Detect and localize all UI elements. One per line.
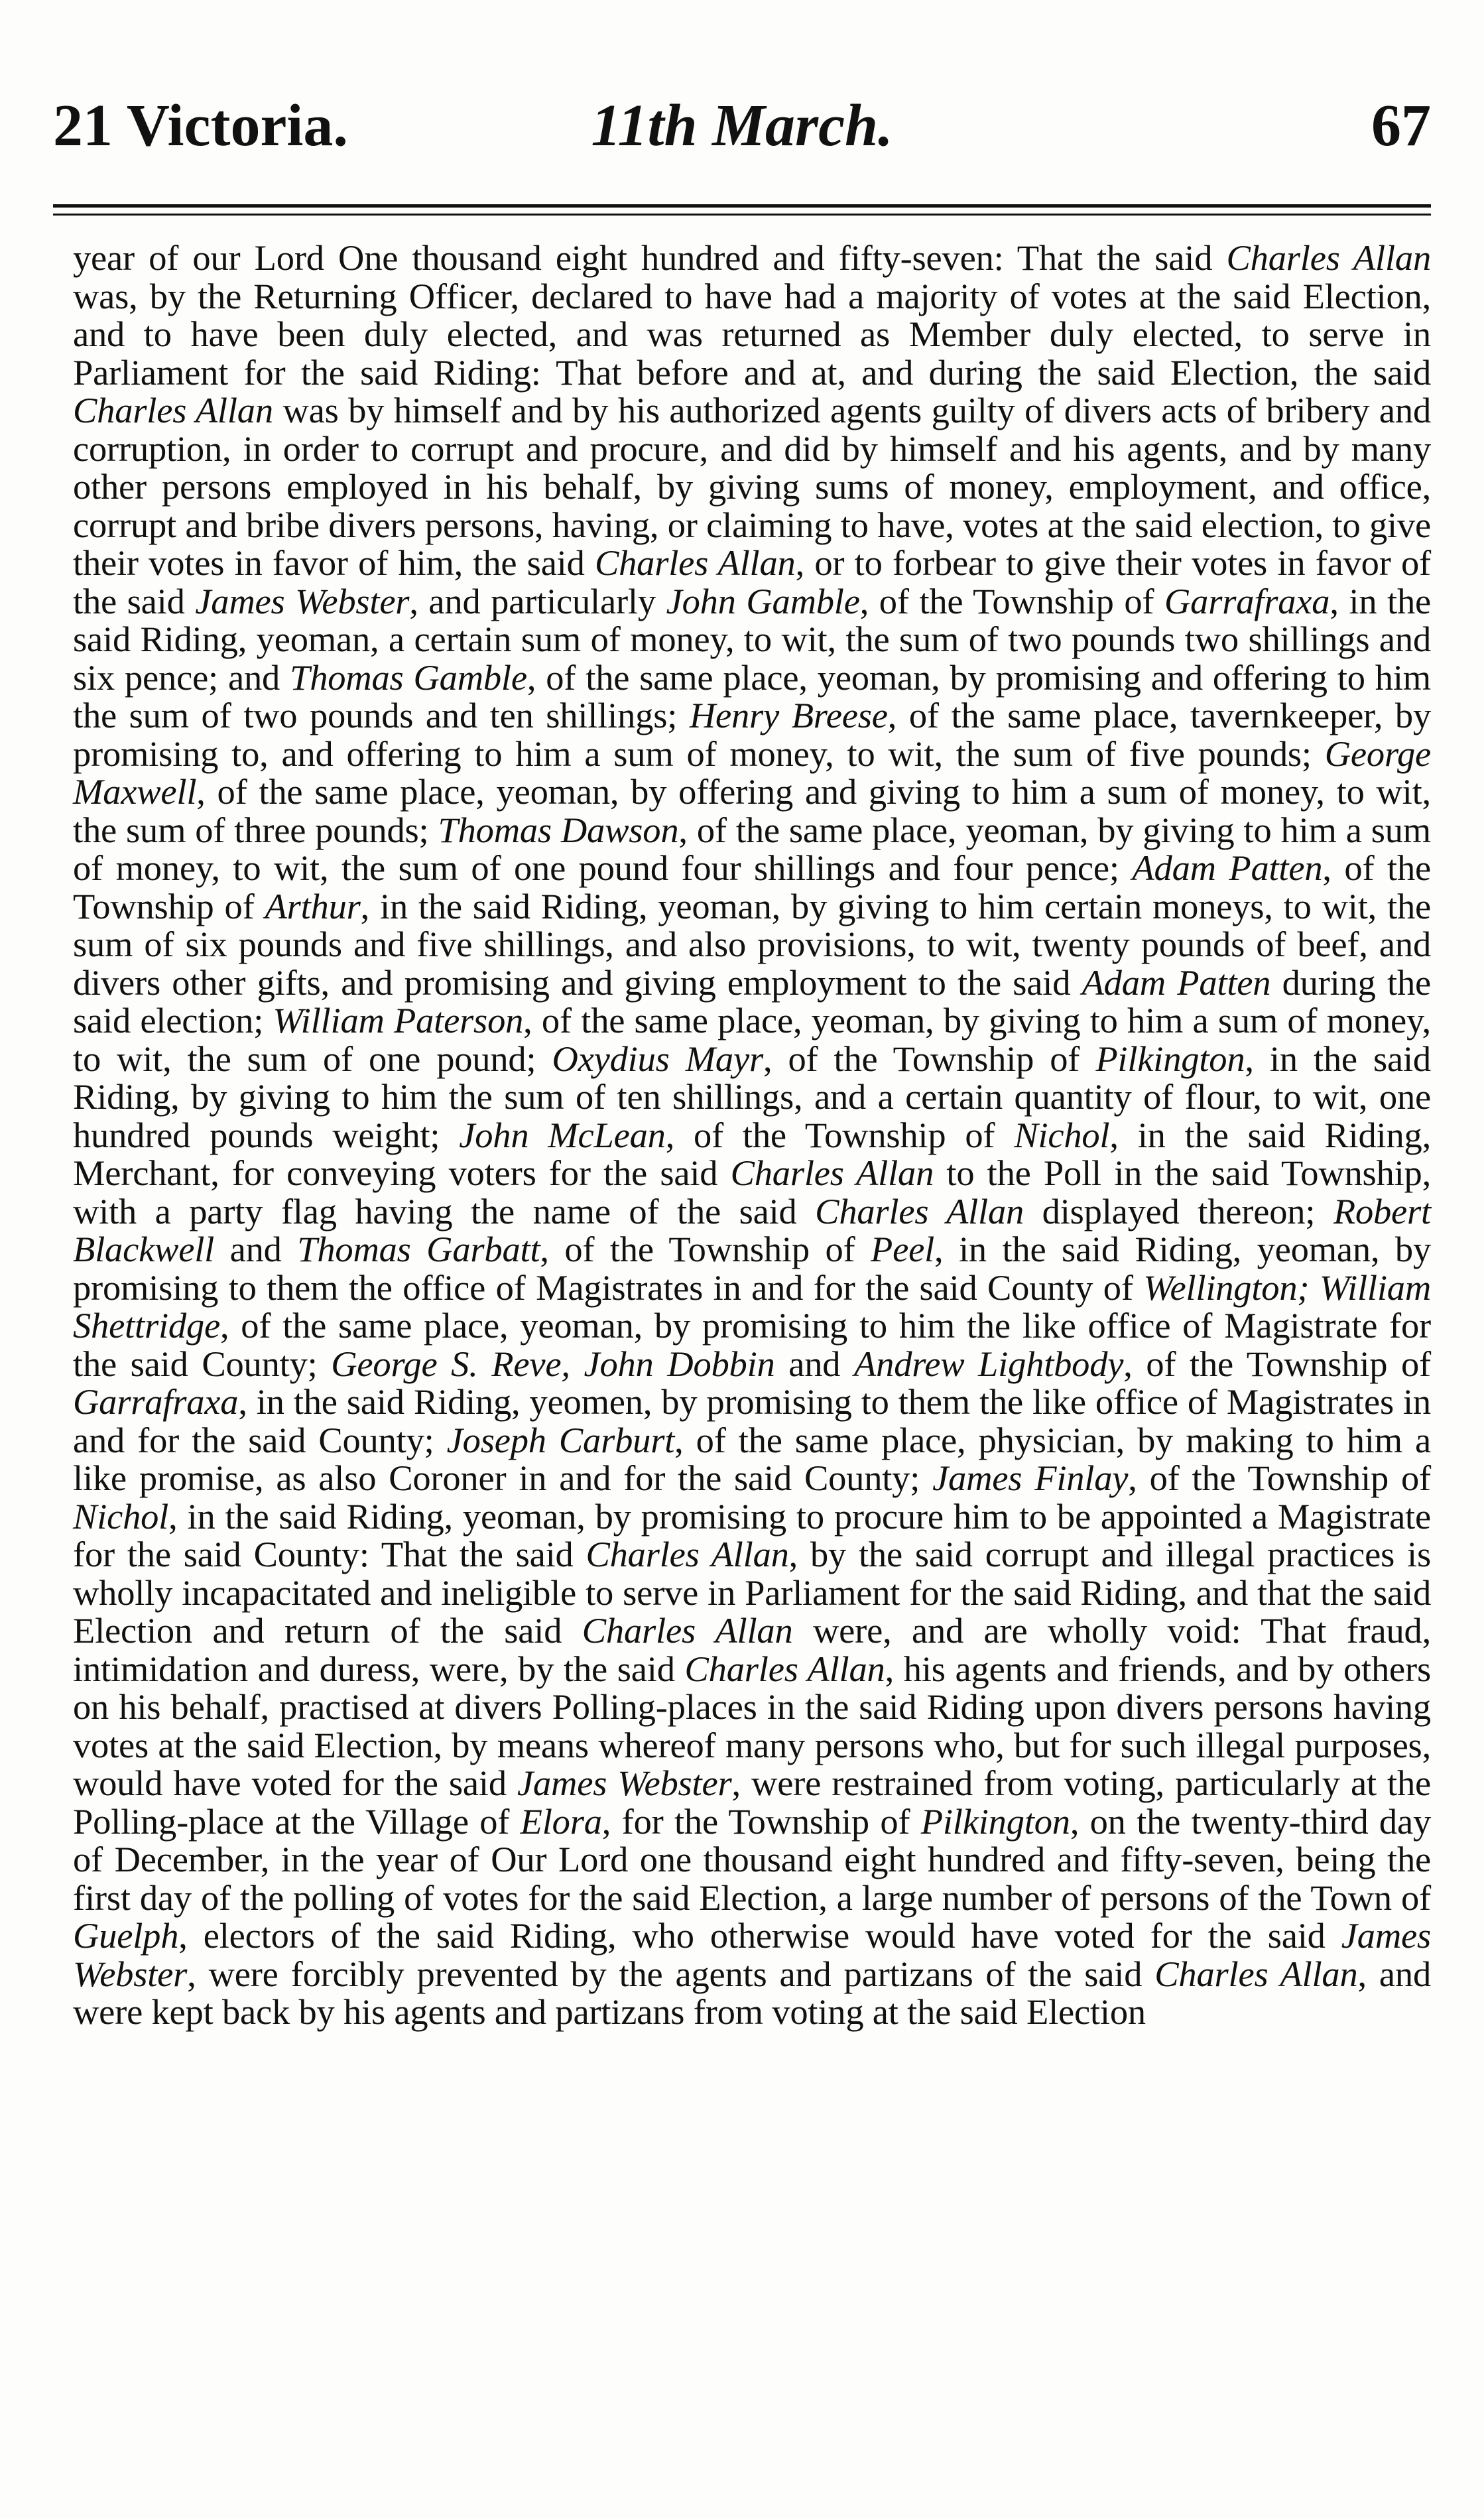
text-run: , for the Township of: [601, 1800, 921, 1842]
text-run: , and were kept back by his agents and partizans from voting at the said Election: [73, 1953, 1431, 2032]
running-head: [53, 90, 1431, 162]
italic-name: John McLean: [459, 1114, 666, 1155]
italic-name: Adam Patten: [1132, 848, 1323, 888]
italic-name: Garrafraxa: [1164, 580, 1330, 621]
text-run: , of the same place, tavernkeeper, by promising to, and offering to him a sum of money, to wit, the sum of five pounds;: [73, 695, 1432, 774]
italic-name: Charles Allan: [594, 542, 796, 583]
text-run: , in the said Riding, yeoman, by promising to them the office of Magistrates in and for the said County of: [73, 1229, 1431, 1308]
text-run: , of the Township of: [1123, 1343, 1432, 1384]
italic-name: Nichol: [73, 1495, 169, 1537]
text-run: , of the same place, yeoman, by offering and giving to him a sum of money, to wit, the sum of three pounds;: [73, 771, 1431, 850]
italic-name: Andrew Lightbody: [854, 1343, 1124, 1384]
text-run: , of the same place, yeoman, by giving to him a sum of money, to wit, the sum of one pound;: [73, 1000, 1431, 1079]
text-run: , of the Township of: [73, 848, 1431, 926]
italic-name: Charles Allan: [73, 390, 273, 430]
text-run: , of the Township of: [665, 1114, 1015, 1155]
page-number: 67: [1371, 93, 1431, 158]
text-run: , of the Township of: [859, 580, 1164, 621]
italic-name: Peel: [871, 1229, 935, 1269]
text-run: displayed thereon;: [1024, 1190, 1333, 1231]
italic-name: Thomas Dawson: [438, 809, 679, 850]
text-run: , were forcibly prevented by the agents and partizans of the said: [187, 1953, 1155, 1994]
text-run: , in the said Riding, Merchant, for conveying voters for the said: [73, 1114, 1432, 1193]
italic-name: Henry Breese: [689, 695, 888, 735]
text-run: , and particularly: [409, 580, 666, 621]
italic-name: Guelph: [73, 1915, 179, 1956]
text-run: and: [214, 1229, 298, 1269]
text-run: , electors of the said Riding, who otherwise would have voted for the said: [178, 1915, 1341, 1956]
text-run: was by himself and by his authorized agents guilty of divers acts of bribery and corruption, in order to corrupt and procure, and did by himself and his agents, and by many other persons employed in his behalf, by giving sums of money, employment, and office, corrupt and bribe divers persons, having, or claiming to have, votes at the said election, to give their votes in favor of him, the said: [73, 390, 1431, 583]
italic-name: Elora: [520, 1800, 602, 1842]
text-run: was, by the Returning Officer, declared to have had a majority of votes at the said Election, and to have been duly elected, and was returned as Member duly elected, to serve in Parliament for the said Riding: That before and at, and during the said Election, the said: [73, 275, 1431, 393]
italic-name: Charles Allan: [730, 1153, 934, 1193]
italic-name: Charles Allan: [684, 1648, 885, 1689]
italic-name: George Maxwell: [73, 733, 1431, 812]
italic-name: William Paterson: [273, 1000, 524, 1040]
text-run: , of the same place, yeoman, by promising to him the like office of Magistrate for the said County;: [73, 1305, 1431, 1384]
italic-name: Joseph Carburt: [446, 1419, 675, 1460]
text-run: , by the said corrupt and illegal practices is wholly incapacitated and ineligible to serve in Parliament for the said Riding, and that the said Election and return of the said: [73, 1534, 1431, 1651]
italic-name: John Gamble: [666, 580, 860, 621]
regnal-year: 21 Victoria.: [53, 93, 348, 158]
text-run: were, and are wholly void: That fraud, intimidation and duress, were, by the said: [73, 1610, 1432, 1689]
header-rule-top: [53, 204, 1431, 208]
text-run: during the said election;: [73, 962, 1431, 1040]
italic-name: Charles Allan: [815, 1190, 1024, 1231]
text-run: , of the Township of: [763, 1038, 1096, 1079]
italic-name: Oxydius Mayr: [552, 1038, 763, 1079]
italic-name: Charles Allan: [1154, 1953, 1358, 1994]
text-run: to the Poll in the said Township, with a party flag having the name of the said: [73, 1153, 1432, 1231]
header-rule-bottom: [53, 214, 1431, 216]
italic-name: James Webster: [195, 580, 410, 621]
text-run: , in the said Riding, yeoman, by giving to him certain moneys, to wit, the sum of six pounds and five shillings, and also provisions, to wit, twenty pounds of beef, and divers other gifts, and promising and giving employment to the said: [73, 885, 1431, 1003]
italic-name: George S. Reve, John Dobbin: [331, 1343, 775, 1384]
italic-name: Pilkington: [1095, 1038, 1245, 1079]
italic-name: Charles Allan: [582, 1610, 793, 1651]
text-run: , of the Township of: [1128, 1458, 1432, 1498]
journal-date: 11th March.: [591, 93, 893, 158]
italic-name: Garrafraxa: [73, 1381, 239, 1422]
italic-name: Pilkington: [920, 1800, 1070, 1842]
italic-name: Nichol: [1014, 1114, 1110, 1155]
text-run: and: [774, 1343, 855, 1384]
text-run: , his agents and friends, and by others on his behalf, practised at divers Polling-places in the said Riding upon divers persons having votes at the said Election, by means whereof many persons who, but for such illegal purposes, would have voted for the said: [73, 1648, 1431, 1803]
italic-name: Wellington; William Shettridge: [73, 1267, 1431, 1346]
italic-name: James Webster: [73, 1915, 1431, 1994]
italic-name: James Webster: [517, 1763, 732, 1803]
italic-name: Charles Allan: [1226, 237, 1432, 278]
italic-name: Arthur: [265, 885, 361, 926]
text-run: , in the said Riding, yeoman, by promising to procure him to be appointed a Magistrate for the said County: That the said: [73, 1495, 1431, 1574]
italic-name: Robert Blackwell: [73, 1190, 1431, 1269]
text-run: , of the same place, yeoman, by promising and offering to him the sum of two pounds and ten shillings;: [73, 657, 1431, 735]
text-run: year of our Lord One thousand eight hundred and fifty-seven: That the said: [73, 237, 1227, 278]
text-run: , in the said Riding, by giving to him the sum of ten shillings, and a certain quantity of flour, to wit, one hundred pounds weight;: [73, 1038, 1431, 1155]
body-paragraph: [73, 239, 1431, 2031]
text-run: , in the said Riding, yeoman, a certain sum of money, to wit, the sum of two pounds two shillings and six pence; and: [73, 580, 1432, 698]
italic-name: Thomas Gamble: [290, 657, 527, 698]
text-run: , were restrained from voting, particularly at the Polling-place at the Village of: [73, 1763, 1431, 1842]
text-run: , of the same place, physician, by making to him a like promise, as also Coroner in and for the said County;: [73, 1419, 1431, 1498]
text-run: , in the said Riding, yeomen, by promising to them the like office of Magistrates in and for the said County;: [73, 1381, 1431, 1460]
body-text: [73, 239, 1431, 2031]
italic-name: Thomas Garbatt: [297, 1229, 540, 1269]
text-run: , of the Township of: [540, 1229, 871, 1269]
italic-name: James Finlay: [932, 1458, 1129, 1498]
italic-name: Adam Patten: [1082, 962, 1271, 1003]
text-run: , of the same place, yeoman, by giving to him a sum of money, to wit, the sum of one pound four shillings and four pence;: [73, 809, 1431, 888]
text-run: , on the twenty-third day of December, in the year of Our Lord one thousand eight hundred and fifty-seven, being the first day of the polling of votes for the said Election, a large number of persons of the Town of: [73, 1800, 1432, 1918]
text-run: , or to forbear to give their votes in favor of the said: [73, 542, 1431, 621]
italic-name: Charles Allan: [586, 1534, 789, 1574]
